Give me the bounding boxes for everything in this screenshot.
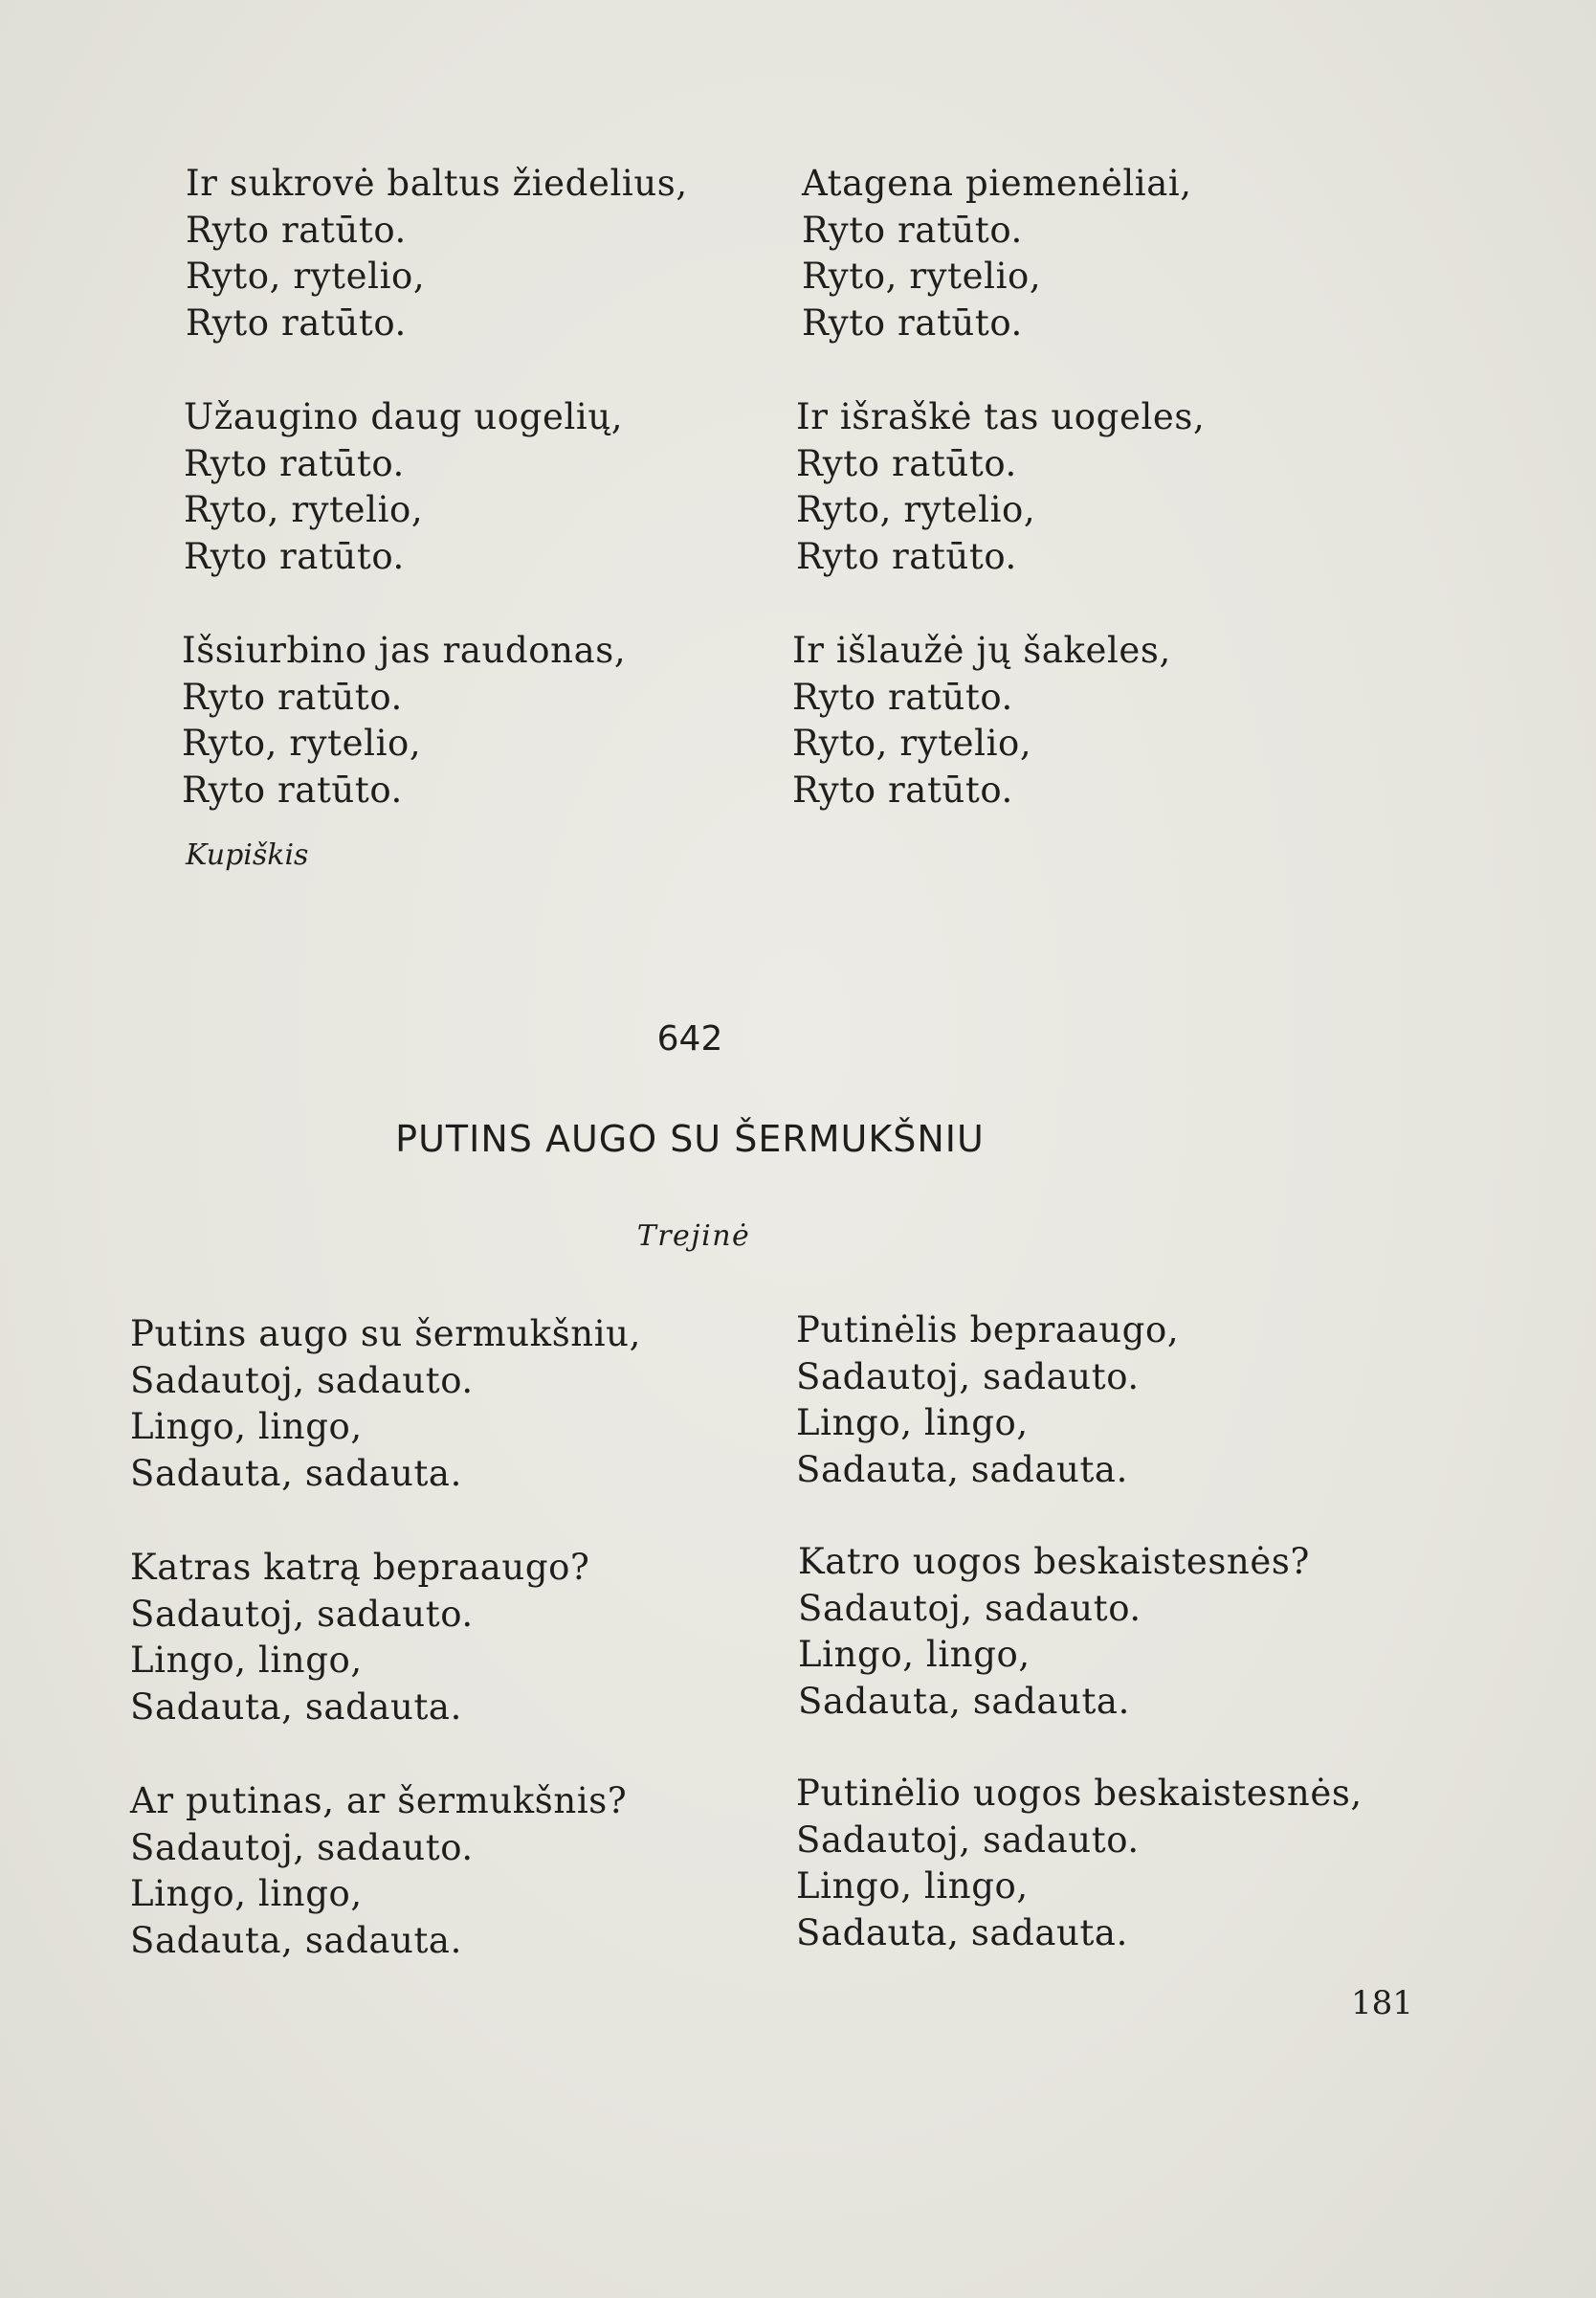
verse-line: Ryto ratūto. [182,676,403,718]
verse-line: Ryto, rytelio, [182,723,422,764]
verse-line: Ryto ratūto. [184,442,405,484]
verse-line: Ryto, rytelio, [802,256,1042,297]
verse-line: Putinėlis bepraaugo, [796,1309,1180,1350]
verse-line: Katras katrą bepraaugo? [130,1547,590,1588]
place-of-recording: Kupiškis [186,838,309,872]
verse-line: Sadauta, sadauta. [796,1448,1128,1490]
verse-line: Atagena piemenėliai, [802,163,1192,204]
song-left-stanza-2 [130,1545,589,1730]
verse-line: Sadauta, sadauta. [798,1680,1130,1722]
verse-line: Katro uogos beskaistesnės? [798,1541,1310,1582]
verse-line: Lingo, lingo, [130,1640,363,1681]
song-type: Trejinė [636,1219,751,1253]
top-left-stanza-2 [184,394,623,580]
verse-line: Ryto ratūto. [796,535,1017,577]
verse-line: Lingo, lingo, [796,1865,1029,1907]
song-right-stanza-2 [798,1539,1310,1725]
verse-line: Ryto, rytelio, [184,489,424,530]
verse-line: Putins augo su šermukšniu, [130,1313,641,1354]
verse-line: Ar putinas, ar šermukšnis? [130,1780,628,1821]
verse-line: Išsiurbino jas raudonas, [182,630,627,671]
verse-line: Sadauta, sadauta. [130,1685,462,1728]
verse-line: Užaugino daug uogelių, [184,396,624,437]
verse-line: Ir išlaužė jų šakeles, [792,630,1171,671]
verse-line: Lingo, lingo, [798,1634,1031,1675]
verse-line: Ryto ratūto. [802,301,1023,344]
verse-line: Ryto ratūto. [184,535,405,577]
page-number: 181 [1351,1984,1413,2022]
verse-line: Sadautoj, sadauto. [796,1355,1140,1397]
verse-line: Lingo, lingo, [796,1402,1029,1443]
song-right-stanza-3 [796,1771,1363,1956]
song-right-stanza-1 [796,1307,1179,1493]
verse-line: Sadautoj, sadauto. [130,1826,474,1868]
verse-line: Ryto, rytelio, [186,256,426,297]
verse-line: Ryto ratūto. [186,209,407,251]
verse-line: Ryto ratūto. [796,442,1017,484]
verse-line: Lingo, lingo, [130,1873,363,1914]
verse-line: Ir sukrovė baltus žiedelius, [186,163,688,204]
verse-line: Sadautoj, sadauto. [130,1593,474,1635]
verse-line: Ryto ratūto. [186,301,407,344]
song-number: 642 [656,1019,723,1059]
verse-line: Sadautoj, sadauto. [130,1359,474,1401]
song-title: PUTINS AUGO SU ŠERMUKŠNIU [395,1118,985,1160]
verse-line: Sadautoj, sadauto. [796,1818,1140,1861]
song-left-stanza-3 [130,1778,627,1964]
song-left-stanza-1 [130,1311,641,1497]
verse-line: Ryto ratūto. [792,769,1013,811]
verse-line: Sadauta, sadauta. [130,1452,462,1494]
verse-line: Ryto ratūto. [792,676,1013,718]
top-right-stanza-3 [792,628,1171,814]
top-left-stanza-3 [182,628,626,814]
verse-line: Sadauta, sadauta. [796,1911,1128,1953]
verse-line: Ryto ratūto. [182,769,403,811]
top-right-stanza-1 [802,161,1192,346]
verse-line: Ryto ratūto. [802,209,1023,251]
top-right-stanza-2 [796,394,1205,580]
verse-line: Putinėlio uogos beskaistesnės, [796,1773,1363,1814]
verse-line: Sadauta, sadauta. [130,1919,462,1961]
top-left-stanza-1 [186,161,688,346]
verse-line: Sadautoj, sadauto. [798,1587,1142,1629]
verse-line: Lingo, lingo, [130,1406,363,1447]
verse-line: Ryto, rytelio, [792,723,1032,764]
verse-line: Ryto, rytelio, [796,489,1036,530]
verse-line: Ir išraškė tas uogeles, [796,396,1206,437]
